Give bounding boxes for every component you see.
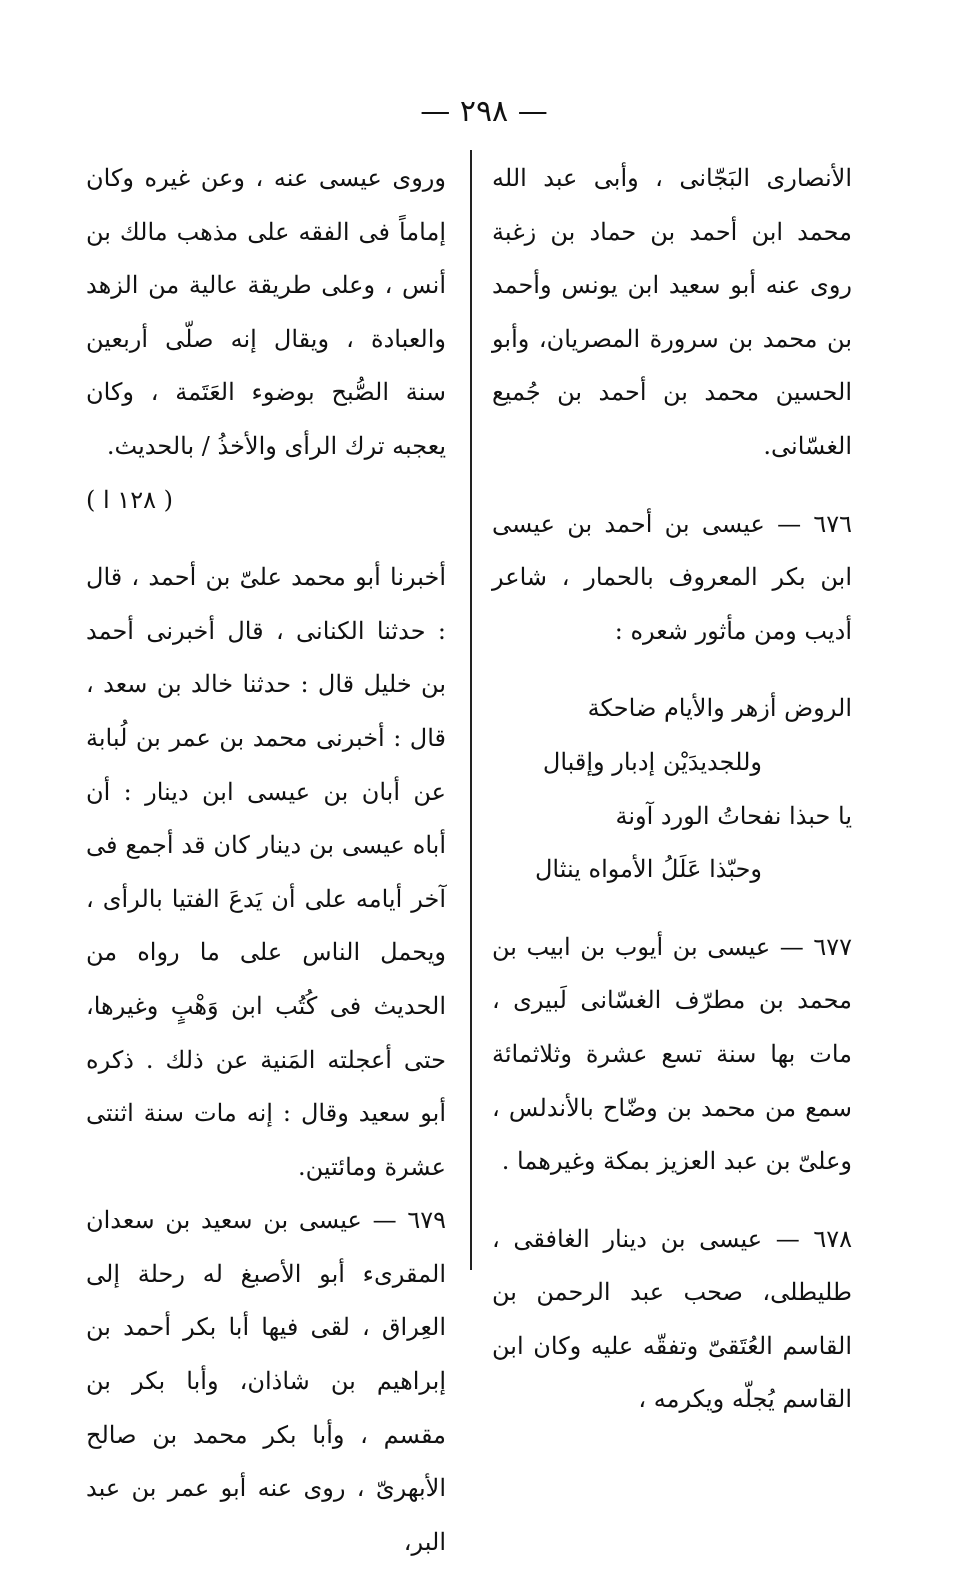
column-divider — [470, 150, 472, 1270]
entry-679: ٦٧٩ — عيسى بن سعيد بن سعدان المقرىء أبو الأصبغ له رحلة إلى العِراق ، لقى فيها أبا بكر أحمد بن إبراهيم بن شاذان، وأبا بكر بن مقسم ، وأبا بكر محمد بن صالح الأبهرىّ ، روى عنه أبو عمر بن عبد البر، — [86, 1206, 446, 1556]
poem — [492, 682, 852, 896]
page-number: — ٢٩٨ — — [420, 94, 548, 129]
verse-line-3: يا حبذا نفحاتُ الورد آونة — [615, 801, 852, 830]
verse-line-1: الروض أزهر والأيام ضاحكة — [587, 694, 852, 723]
entry-676: ٦٧٦ — عيسى بن أحمد بن عيسى ابن بكر المعروف بالحمار ، شاعر أديب ومن مأثور شعره : — [492, 509, 852, 645]
hadith-paragraph: أخبرنا أبو محمد علىّ بن أحمد ، قال : حدثنا الكنانى ، قال أخبرنى أحمد بن خليل قال : حدثنا خالد بن سعد ، قال : أخبرنى محمد بن عمر بن لُبابة عن أبان بن عيسى ابن دينار : أن أباه عيسى بن دينار كان قد أجمع فى آخر أيامه على أن يَدعَ الفتيا بالرأى ، ويحمل الناس على ما رواه من الحديث فى كُتُب ابن وَهْبٍ وغيرها، حتى أعجلته المَنية عن ذلك . ذكره أبو سعيد وقال : إنه مات سنة اثنتى عشرة ومائتين. — [86, 563, 446, 1181]
intro-paragraph: الأنصارى البَجّانى ، وأبى عبد الله محمد ابن أحمد بن حماد بن زغبة روى عنه أبو سعيد ابن يونس وأحمد بن محمد بن سرورة المصريان، وأبو الحسين محمد بن أحمد بن جُميع الغسّانى. — [492, 164, 852, 460]
verse-line-4: وحبّذا عَلَلُ الأمواه ينثال — [534, 855, 762, 884]
manuscript-reference: ( ١٢٨ ا ) — [86, 485, 173, 514]
entry-678: ٦٧٨ — عيسى بن دينار الغافقى ، طليطلى، صحب عبد الرحمن بن القاسم العُتَقىّ وتفقّه عليه وكان ابن القاسم يُجلّه ويكرمه ، — [492, 1224, 852, 1414]
entry-677: ٦٧٧ — عيسى بن أيوب بن ابيب بن محمد بن مطرّف الغسّانى لَبيرى ، مات بها سنة تسع عشرة وثلاثمائة سمع من محمد بن وضّاح بالأندلس ، وعلىّ بن عبد العزيز بمكة وغيرهما . — [492, 932, 852, 1176]
left-column — [86, 152, 446, 1569]
verse-line-2: وللجديدَيْن إدبار وإقبال — [542, 747, 762, 776]
right-column — [492, 152, 852, 1427]
continuation-paragraph: وروى عيسى عنه ، وعن غيره وكان إماماً فى الفقه على مذهب مالك بن أنس ، وعلى طريقة عالية من الزهد والعبادة ، ويقال إنه صلّى أربعين سنة الصُّبح بوضوء العَتَمة ، وكان يعجبه ترك الرأى والأخذُ / بالحديث. — [86, 164, 446, 460]
